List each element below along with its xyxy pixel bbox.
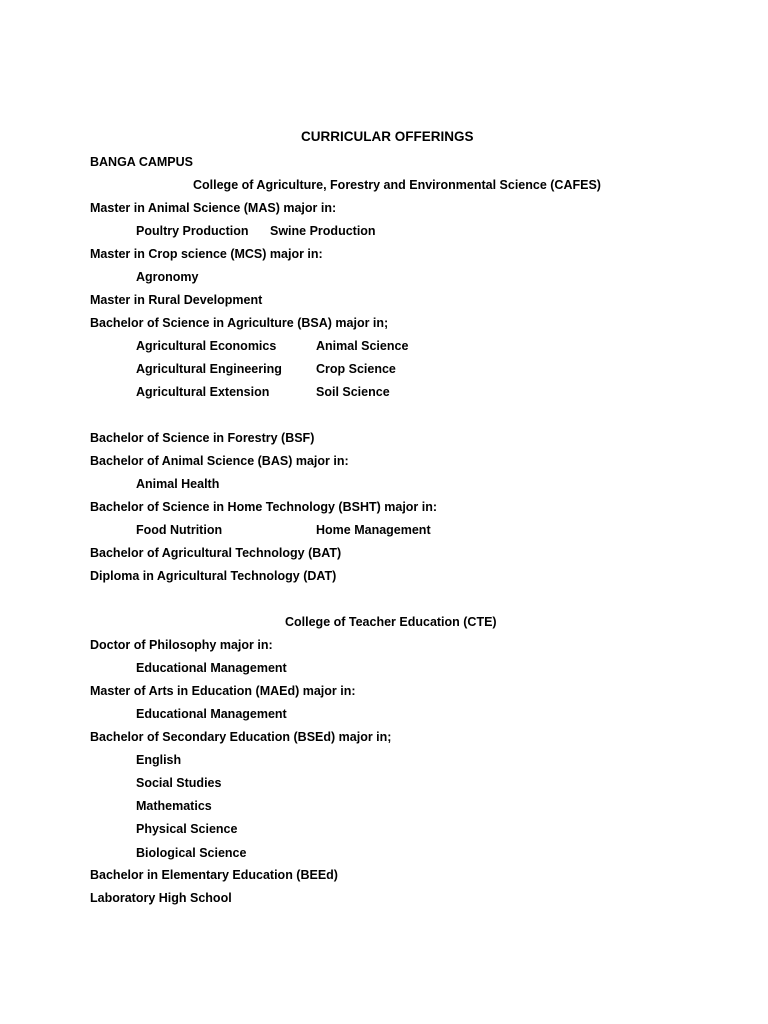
program-bsa: Bachelor of Science in Agriculture (BSA) major in; [90,316,389,330]
major-item: Mathematics [136,799,212,813]
major-item: English [136,753,182,767]
major-item: Physical Science [136,822,238,836]
college-heading-cafes: College of Agriculture, Forestry and Environmental Science (CAFES) [193,178,601,192]
major-item: Crop Science [316,362,396,376]
program-mas: Master in Animal Science (MAS) major in: [90,201,337,215]
major-item: Animal Health [136,477,220,491]
page-title: CURRICULAR OFFERINGS [301,129,474,144]
major-item: Social Studies [136,776,222,790]
program-bsf: Bachelor of Science in Forestry (BSF) [90,431,315,445]
program-phd: Doctor of Philosophy major in: [90,638,273,652]
major-item: Animal Science [316,339,409,353]
major-item: Agronomy [136,270,199,284]
major-item: Educational Management [136,661,287,675]
major-item: Agricultural Extension [136,385,270,399]
program-maed: Master of Arts in Education (MAEd) major in: [90,684,356,698]
program-bsht: Bachelor of Science in Home Technology (BSHT) major in: [90,500,438,514]
program-lhs: Laboratory High School [90,891,232,905]
major-item: Agricultural Engineering [136,362,282,376]
program-mcs: Master in Crop science (MCS) major in: [90,247,323,261]
major-item: Educational Management [136,707,287,721]
major-item: Home Management [316,523,431,537]
program-mrd: Master in Rural Development [90,293,263,307]
major-item: Biological Science [136,846,247,860]
major-item: Agricultural Economics [136,339,277,353]
major-item: Poultry Production [136,224,249,238]
college-heading-cte: College of Teacher Education (CTE) [285,615,497,629]
major-item: Swine Production [270,224,376,238]
program-bsed: Bachelor of Secondary Education (BSEd) major in; [90,730,392,744]
program-dat: Diploma in Agricultural Technology (DAT) [90,569,337,583]
program-bat: Bachelor of Agricultural Technology (BAT) [90,546,342,560]
major-item: Food Nutrition [136,523,223,537]
campus-heading: BANGA CAMPUS [90,155,194,169]
program-beed: Bachelor in Elementary Education (BEEd) [90,868,338,882]
program-bas: Bachelor of Animal Science (BAS) major in: [90,454,349,468]
major-item: Soil Science [316,385,390,399]
